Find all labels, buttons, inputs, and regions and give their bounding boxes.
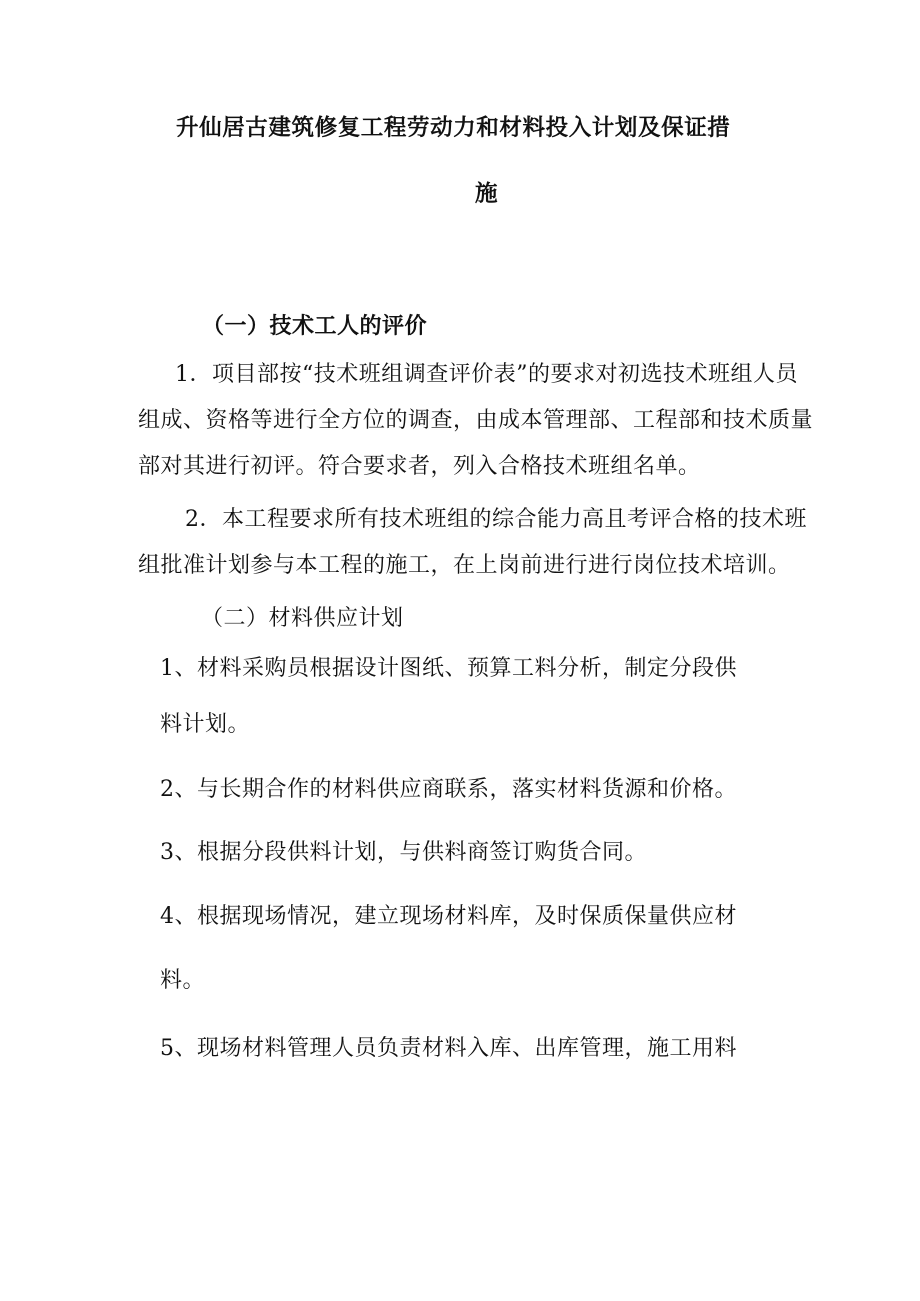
section-heading-technical-workers: （一）技术工人的评价	[202, 313, 428, 339]
paragraph-2-line-1: 2．本工程要求所有技术班组的综合能力高且考评合格的技术班	[185, 507, 807, 532]
paragraph-2-line-2: 组批准计划参与本工程的施工，在上岗前进行进行岗位技术培训。	[138, 553, 791, 578]
list-item-1-line-2: 料计划。	[160, 712, 251, 737]
document-title-line-1: 升仙居古建筑修复工程劳动力和材料投入计划及保证措	[176, 115, 731, 141]
paragraph-1-line-1: 1．项目部按“技术班组调查评价表”的要求对初选技术班组人员	[175, 362, 798, 387]
list-item-3: 3、根据分段供料计划，与供料商签订购货合同。	[160, 840, 647, 865]
section-heading-material-supply: （二）材料供应计划	[201, 606, 404, 631]
paragraph-1-line-3: 部对其进行初评。符合要求者，列入合格技术班组名单。	[138, 454, 701, 479]
document-title-line-2: 施	[475, 181, 499, 207]
paragraph-1-line-2: 组成、资格等进行全方位的调查，由成本管理部、工程部和技术质量	[138, 408, 814, 433]
list-item-1-line-1: 1、材料采购员根据设计图纸、预算工料分析，制定分段供	[160, 656, 737, 681]
list-item-4-line-1: 4、根据现场情况，建立现场材料库，及时保质保量供应材	[160, 904, 737, 929]
list-item-4-line-2: 料。	[160, 968, 206, 993]
list-item-2: 2、与长期合作的材料供应商联系，落实材料货源和价格。	[160, 777, 737, 802]
list-item-5-line-1: 5、现场材料管理人员负责材料入库、出库管理，施工用料	[160, 1036, 737, 1061]
